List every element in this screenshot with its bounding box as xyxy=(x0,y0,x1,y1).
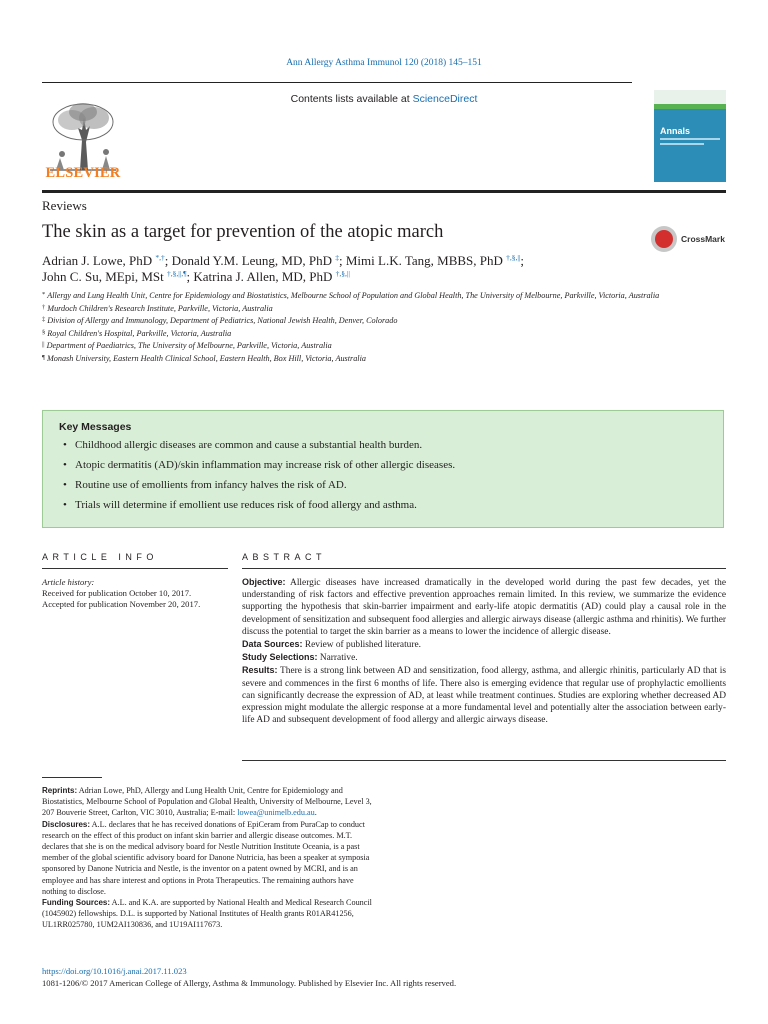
funding-label: Funding Sources: xyxy=(42,898,110,908)
elsevier-wordmark: ELSEVIER xyxy=(45,165,121,181)
disclosures-text: A.L. declares that he has received donations of EpiCeram from PuraCap to conduct research on the effect of this product on infant skin barrier and allergic disease outcomes. M.T. declares that she is on the medical advisory board for Nestle Nutrition Institute Oceania, is a past member of the global scientific advisory board for Danone Nutricia, has been a speaker at symposia sponsored by Danone Nutricia and Nestle, is the inventor on a patent owned by MCRI, and is an employee and has share interest and options in Prota Therapeutics. The remaining authors have nothing to disclose. xyxy=(42,819,370,896)
footnotes xyxy=(42,785,374,931)
affiliation-text: Allergy and Lung Health Unit, Centre for Epidemiology and Biostatistics, Melbourne School of Population and Global Health, The University of Melbourne, Parkville, Victoria, Australia xyxy=(47,291,660,300)
author-affil-marks[interactable]: †,§,|| xyxy=(506,253,521,262)
authors-line xyxy=(42,269,350,285)
key-message-text: Childhood allergic diseases are common and cause a substantial health burden. xyxy=(75,439,423,451)
affiliation-symbol: ‡ xyxy=(42,316,46,324)
author-affil-marks[interactable]: *,† xyxy=(155,253,165,262)
crossmark-label: CrossMark xyxy=(681,234,725,244)
funding-note xyxy=(42,897,374,931)
cover-subtitle-line xyxy=(660,138,720,140)
author-separator: ; xyxy=(186,269,194,284)
affiliation-text: Division of Allergy and Immunology, Department of Pediatrics, National Jewish Health, Denver, Colorado xyxy=(47,316,398,326)
sources-text: Review of published literature. xyxy=(304,640,421,651)
key-message-item xyxy=(63,499,707,511)
author-separator: ; xyxy=(164,253,172,268)
author-name[interactable]: Mimi L.K. Tang, MBBS, PhD xyxy=(345,253,503,268)
abstract-sources xyxy=(242,638,726,651)
author-affil-marks[interactable]: ‡ xyxy=(335,253,339,262)
sources-label: Data Sources: xyxy=(242,639,303,650)
objective-label: Objective: xyxy=(242,577,286,587)
affiliation-symbol: || xyxy=(42,341,45,349)
journal-citation-link[interactable]: Ann Allergy Asthma Immunol 120 (2018) 145–151 xyxy=(286,58,482,68)
affiliation-symbol: ¶ xyxy=(42,353,45,361)
contents-prefix: Contents lists available at xyxy=(290,93,413,105)
selections-label: Study Selections: xyxy=(242,652,318,663)
abstract-selections xyxy=(242,651,726,664)
divider xyxy=(242,760,726,761)
key-messages-title: Key Messages xyxy=(59,421,132,433)
abstract-body xyxy=(242,576,726,726)
crossmark-icon xyxy=(651,226,677,252)
affiliations-list xyxy=(42,289,726,365)
abstract-objective xyxy=(242,576,726,638)
affiliation xyxy=(42,327,726,340)
author-name[interactable]: Adrian J. Lowe, PhD xyxy=(42,253,153,268)
article-title: The skin as a target for prevention of the atopic march xyxy=(42,222,444,242)
bullet-icon: • xyxy=(63,479,67,491)
history-label: Article history: xyxy=(42,577,95,587)
key-message-item xyxy=(63,459,707,471)
reprints-note: Reprints: Adrian Lowe, PhD, Allergy and Lung Health Unit, Centre for Epidemiology and Biostatistics, Melbourne School of Population and Global Health, University of Melbourne, Level 3, 207 Bouverie Street, Carlton, VIC 3010, Australia; E-mail: lowea@unimelb.edu.au. xyxy=(42,786,372,818)
bullet-icon: • xyxy=(63,439,67,451)
funding-text: A.L. and K.A. are supported by National Health and Medical Research Council (1045902) fellowships. D.L. is supported by National Institutes of Health grants R01AR41256, UL1RR025780, 1UM2AI130836, and 1U19AI117673. xyxy=(42,898,372,930)
crossmark-button[interactable] xyxy=(651,226,731,254)
key-message-text: Routine use of emollients from infancy halves the risk of AD. xyxy=(75,479,347,491)
author-affil-marks[interactable]: †,§,|| xyxy=(335,269,350,278)
reprints-text: Adrian Lowe, PhD, Allergy and Lung Health Unit, Centre for Epidemiology and Biostatistics, Melbourne School of Population and Global Health, University of Melbourne, Level 3, 207 Bouverie Street, Carlton, VIC 3010, Australia; E-mail: xyxy=(42,786,372,818)
author-affil-marks[interactable]: †,§,||,¶ xyxy=(166,269,187,278)
affiliation-text: Department of Paediatrics, The University of Melbourne, Parkville, Victoria, Australia xyxy=(46,341,332,351)
author-separator: ; xyxy=(520,253,525,268)
reprints-label: Reprints: xyxy=(42,786,78,795)
authors-line xyxy=(42,253,524,269)
article-info-heading: ARTICLE INFO xyxy=(42,552,158,562)
abstract-results xyxy=(242,664,726,726)
email-link[interactable]: lowea@unimelb.edu.au xyxy=(237,808,315,818)
doi-link[interactable]: https://doi.org/10.1016/j.anai.2017.11.023 xyxy=(42,966,187,976)
section-label: Reviews xyxy=(42,198,87,213)
cover-subtitle-line xyxy=(660,143,704,145)
key-message-item xyxy=(63,479,707,491)
affiliation xyxy=(42,314,726,327)
divider xyxy=(42,568,228,569)
abstract-heading: ABSTRACT xyxy=(242,552,327,562)
author-name[interactable]: Donald Y.M. Leung, MD, PhD xyxy=(171,253,332,268)
affiliation xyxy=(42,352,726,365)
bullet-icon: • xyxy=(63,459,67,471)
affiliation xyxy=(42,339,726,352)
bullet-icon: • xyxy=(63,499,67,511)
copyright-line: 1081-1206/© 2017 American College of Allergy, Asthma & Immunology. Published by Elsevier Inc. All rights reserved. xyxy=(42,978,457,988)
key-message-text: Atopic dermatitis (AD)/skin inflammation may increase risk of other allergic diseases. xyxy=(75,459,456,471)
author-name[interactable]: Katrina J. Allen, MD, PhD xyxy=(193,269,333,284)
disclosures-note xyxy=(42,819,374,897)
affiliation-text: Murdoch Children's Research Institute, Parkville, Victoria, Australia xyxy=(47,303,273,313)
header-thick-rule xyxy=(42,190,726,193)
cover-top-band xyxy=(654,90,726,104)
contents-line xyxy=(0,93,768,105)
key-message-item xyxy=(63,439,707,451)
affiliation-symbol: § xyxy=(42,328,46,336)
author-name[interactable]: John C. Su, MEpi, MSt xyxy=(42,269,164,284)
affiliation-symbol: † xyxy=(42,303,46,311)
cover-green-band xyxy=(654,104,726,109)
key-messages-box xyxy=(42,410,724,528)
affiliation-text: Royal Children's Hospital, Parkville, Victoria, Australia xyxy=(47,328,232,338)
key-message-text: Trials will determine if emollient use reduces risk of food allergy and asthma. xyxy=(75,499,417,511)
affiliation-text: Monash University, Eastern Health Clinical School, Eastern Health, Box Hill, Victoria, Australia xyxy=(46,353,366,363)
selections-text: Narrative. xyxy=(319,653,358,664)
affiliation xyxy=(42,289,726,302)
results-text: There is a strong link between AD and sensitization, food allergy, asthma, and allergic rhinitis, particularly AD that is severe and commences in the first 6 months of life. There also is emerging evidence that regular use of prophylactic emollients can significantly decrease the expression of AD, at least while treatment continues. Studies are exploring whether decreased AD expression might modulate the allergic response at a more fundamental level and potentially alter the association between early-life AD and subsequent development of food allergy and allergic airways disease. xyxy=(242,666,726,726)
header-rule xyxy=(42,82,632,83)
article-history xyxy=(42,577,222,611)
sciencedirect-link[interactable]: ScienceDirect xyxy=(412,93,478,105)
results-label: Results: xyxy=(242,665,278,676)
journal-cover-thumbnail[interactable] xyxy=(654,90,726,182)
accepted-date: Accepted for publication November 20, 2017. xyxy=(42,599,201,610)
author-separator: ; xyxy=(338,253,346,268)
footnote-rule xyxy=(42,777,102,778)
received-date: Received for publication October 10, 2017. xyxy=(42,588,192,599)
affiliation xyxy=(42,302,726,315)
cover-title: Annals xyxy=(660,126,691,136)
objective-text: Allergic diseases have increased dramatically in the developed world during the past few decades, yet the understanding of risk factors and effective prevention approaches remain limited. In this review, we summarize the evidence supporting the hypothesis that skin-barrier impairment and early-life atopic dermatitis (AD) could play a causal role in the development of sensitization and subsequent food allergies and allergic airways disease (allergic asthma and rhinitis). We further discuss the potential to target the skin barrier as a means to lower the incidence of allergic disease. xyxy=(242,578,727,637)
disclosures-label: Disclosures: xyxy=(42,819,91,829)
affiliation-symbol: * xyxy=(42,291,46,298)
divider xyxy=(242,568,726,569)
